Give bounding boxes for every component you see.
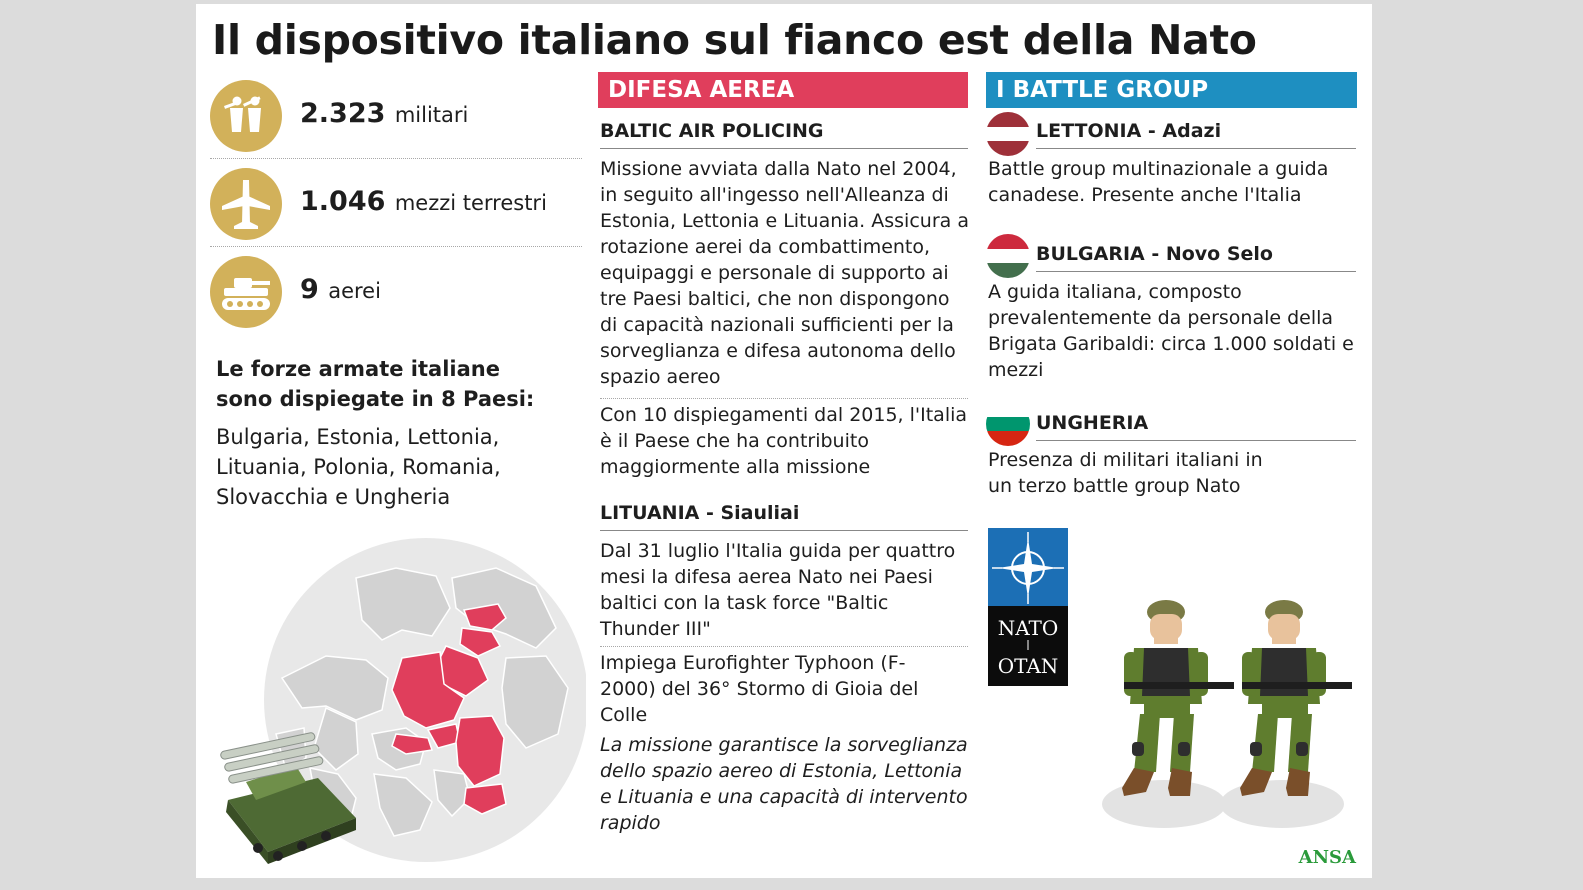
- stat-aircraft-value: 9 aerei: [300, 274, 381, 305]
- baltic-text: Missione avviata dalla Nato nel 2004, in seguito all'ingesso nell'Alleanza di Estonia, Lettonia e Lituania. Assicura a rotazione aerei da combattimento, equipaggi e personale di supporto ai tre Paesi baltici, che non dispongono di capacità nazionali sufficienti per la sorveglianza e difesa autonoma dello spazio aereo: [600, 158, 969, 388]
- bulgaria-text: A guida italiana, composto prevalentemente da personale della Brigata Garibaldi: circa 1.000 soldati e mezzi: [988, 281, 1354, 381]
- divider: [210, 246, 582, 247]
- stat-vehicles-value: 1.046 mezzi terrestri: [300, 186, 547, 217]
- nato-text: NATO: [997, 616, 1059, 640]
- latvia-text: Battle group multinazionale a guida canadese. Presente anche l'Italia: [988, 158, 1329, 206]
- page-title: Il dispositivo italiano sul fianco est della Nato: [212, 16, 1257, 64]
- divider: [600, 398, 968, 399]
- stat-vehicles-label: mezzi terrestri: [394, 191, 547, 215]
- latvia-heading: LETTONIA - Adazi: [1036, 120, 1356, 149]
- hungary-text: Presenza di militari italiani in un terzo battle group Nato: [988, 449, 1263, 497]
- stat-military: [210, 78, 582, 154]
- stat-military-label: militari: [394, 103, 469, 127]
- hungary-heading: UNGHERIA: [1036, 412, 1356, 441]
- forces-heading: Le forze armate italiane sono dispiegate in 8 Paesi:: [216, 357, 535, 411]
- infographic-card: [196, 4, 1372, 878]
- air-defense-band: DIFESA AEREA: [598, 72, 968, 108]
- stat-aircraft: [210, 254, 582, 330]
- lituania-text: Dal 31 luglio l'Italia guida per quattro mesi la difesa aerea Nato nei Paesi baltici con la task force "Baltic Thunder III": [600, 540, 956, 640]
- bulgaria-flag-icon: [986, 234, 1030, 278]
- soldiers-icon: [210, 80, 282, 152]
- soldiers-illustration: [1094, 592, 1364, 842]
- bulgaria-heading: BULGARIA - Novo Selo: [1036, 243, 1356, 272]
- lituania-heading: LITUANIA - Siauliai: [600, 502, 968, 531]
- nato-logo: [988, 528, 1068, 686]
- airplane-icon: [210, 168, 282, 240]
- stat-vehicles: [210, 166, 582, 242]
- europe-map: [206, 538, 586, 868]
- ansa-logo: ANSA: [1298, 847, 1356, 868]
- forces-countries: Bulgaria, Estonia, Lettonia, Lituania, Polonia, Romania, Slovacchia e Ungheria: [216, 425, 501, 509]
- hungary-flag-icon: [986, 402, 1030, 446]
- baltic-contribution: Con 10 dispiegamenti dal 2015, l'Italia è il Paese che ha contribuito maggiormente alla missione: [600, 404, 968, 478]
- battle-group-band: I BATTLE GROUP: [986, 72, 1357, 108]
- tank-icon: [210, 256, 282, 328]
- stat-military-value: 2.323 militari: [300, 98, 469, 129]
- divider: [210, 158, 582, 159]
- latvia-flag-icon: [986, 112, 1030, 156]
- divider: [600, 646, 968, 647]
- baltic-heading: BALTIC AIR POLICING: [600, 120, 968, 149]
- lituania-mission: La missione garantisce la sorveglianza dello spazio aereo di Estonia, Lettonia e Lituania e una capacità di intervento rapido: [600, 734, 968, 834]
- otan-text: OTAN: [997, 654, 1059, 678]
- stat-aircraft-label: aerei: [328, 279, 381, 303]
- lituania-aircraft: Impiega Eurofighter Typhoon (F-2000) del 36° Stormo di Gioia del Colle: [600, 652, 919, 726]
